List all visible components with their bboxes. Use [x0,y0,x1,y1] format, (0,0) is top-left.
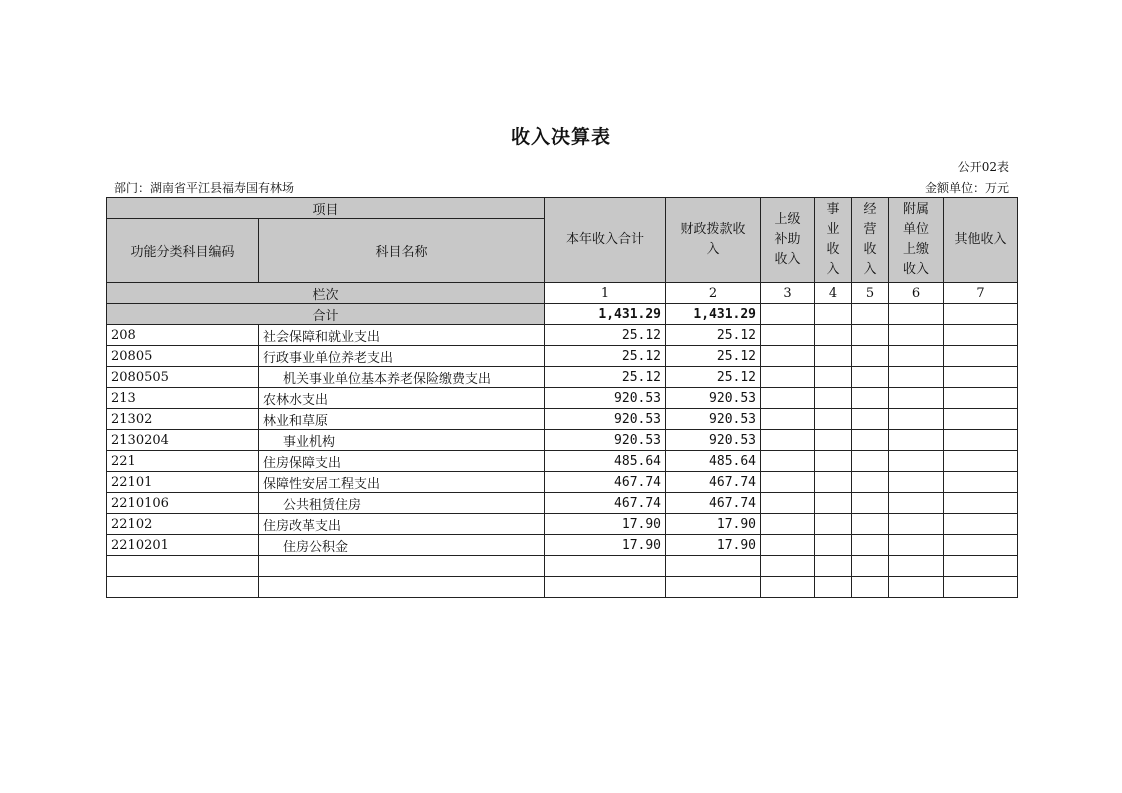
header-name: 科目名称 [259,219,545,283]
empty-cell [666,577,761,598]
column-index: 2 [666,283,761,304]
row-code: 2210201 [107,535,259,556]
empty-cell [889,577,944,598]
empty-cell [944,346,1018,367]
income-table [106,197,1018,598]
empty-cell [761,367,815,388]
row-fiscal: 467.74 [666,472,761,493]
empty-cell [815,556,852,577]
header-superior: 上级补助收入 [761,198,815,283]
row-name: 住房公积金 [259,535,545,556]
table-row [107,409,1018,430]
row-code: 221 [107,451,259,472]
row-total: 485.64 [545,451,666,472]
row-name: 农林水支出 [259,388,545,409]
header-other: 其他收入 [944,198,1018,283]
empty-cell [889,409,944,430]
row-name: 机关事业单位基本养老保险缴费支出 [259,367,545,388]
row-total: 17.90 [545,514,666,535]
column-index: 7 [944,283,1018,304]
table-row [107,346,1018,367]
empty-cell [889,472,944,493]
row-name: 事业机构 [259,430,545,451]
empty-cell [944,325,1018,346]
empty-cell [761,577,815,598]
row-fiscal: 25.12 [666,346,761,367]
empty-cell [761,388,815,409]
row-total: 17.90 [545,535,666,556]
empty-cell [815,325,852,346]
row-fiscal: 17.90 [666,535,761,556]
row-code: 2130204 [107,430,259,451]
row-total: 25.12 [545,367,666,388]
header-operating: 经营收入 [852,198,889,283]
empty-cell [944,514,1018,535]
page-title: 收入决算表 [510,126,611,148]
row-fiscal: 467.74 [666,493,761,514]
empty-cell [761,346,815,367]
empty-cell [259,556,545,577]
column-index: 4 [815,283,852,304]
row-fiscal: 25.12 [666,325,761,346]
table-row [107,367,1018,388]
column-index: 3 [761,283,815,304]
unit-label: 金额单位：万元 [924,181,1009,195]
empty-cell [889,367,944,388]
row-code: 22101 [107,472,259,493]
empty-cell [852,451,889,472]
row-total: 25.12 [545,325,666,346]
row-code: 2210106 [107,493,259,514]
empty-cell [889,388,944,409]
empty-cell [944,556,1018,577]
empty-cell [852,325,889,346]
empty-cell [889,493,944,514]
column-index-label: 栏次 [107,283,545,304]
empty-cell [761,514,815,535]
blank-row [107,556,1018,577]
row-name: 公共租赁住房 [259,493,545,514]
empty-cell [852,493,889,514]
header-code: 功能分类科目编码 [107,219,259,283]
row-total: 920.53 [545,388,666,409]
empty-cell [944,430,1018,451]
header-business: 事业收入 [815,198,852,283]
row-fiscal: 920.53 [666,388,761,409]
empty-cell [852,577,889,598]
row-total: 25.12 [545,346,666,367]
empty-cell [761,430,815,451]
empty-cell [815,493,852,514]
empty-cell [815,451,852,472]
total-fiscal: 1,431.29 [666,304,761,325]
row-name: 保障性安居工程支出 [259,472,545,493]
table-row [107,493,1018,514]
empty-cell [944,493,1018,514]
header-fiscal: 财政拨款收入 [666,198,761,283]
table-row [107,535,1018,556]
empty-cell [761,409,815,430]
empty-cell [889,451,944,472]
empty-cell [944,472,1018,493]
empty-cell [815,367,852,388]
empty-cell [852,346,889,367]
empty-cell [944,577,1018,598]
empty-cell [889,556,944,577]
empty-cell [761,556,815,577]
column-index: 6 [889,283,944,304]
empty-cell [259,577,545,598]
empty-cell [852,430,889,451]
row-name: 住房改革支出 [259,514,545,535]
row-total: 920.53 [545,430,666,451]
table-row [107,514,1018,535]
form-number: 公开02表 [957,160,1009,174]
row-total: 920.53 [545,409,666,430]
empty-cell [852,472,889,493]
row-code: 22102 [107,514,259,535]
header-project: 项目 [107,198,545,219]
row-fiscal: 920.53 [666,430,761,451]
empty-cell [889,535,944,556]
table-row [107,325,1018,346]
empty-cell [761,472,815,493]
total-amount: 1,431.29 [545,304,666,325]
table-row [107,472,1018,493]
blank-row [107,577,1018,598]
row-code: 21302 [107,409,259,430]
empty-cell [761,451,815,472]
department-label: 部门：湖南省平江县福寿国有林场 [114,181,295,195]
empty-cell [889,514,944,535]
row-code: 208 [107,325,259,346]
empty-cell [761,535,815,556]
empty-cell [889,346,944,367]
empty-cell [815,514,852,535]
row-code: 20805 [107,346,259,367]
empty-cell [852,388,889,409]
empty-cell [815,388,852,409]
empty-cell [815,472,852,493]
empty-cell [944,409,1018,430]
header-total: 本年收入合计 [545,198,666,283]
table-row [107,451,1018,472]
row-name: 住房保障支出 [259,451,545,472]
empty-cell [944,535,1018,556]
empty-cell [889,325,944,346]
empty-cell [761,325,815,346]
row-name: 林业和草原 [259,409,545,430]
empty-cell [761,493,815,514]
row-code: 2080505 [107,367,259,388]
empty-cell [815,409,852,430]
empty-cell [545,556,666,577]
total-row-label: 合计 [107,304,545,325]
empty-cell [852,535,889,556]
table-row [107,388,1018,409]
empty-cell [107,577,259,598]
empty-cell [815,577,852,598]
empty-cell [107,556,259,577]
row-name: 社会保障和就业支出 [259,325,545,346]
empty-cell [815,430,852,451]
row-fiscal: 920.53 [666,409,761,430]
empty-cell [852,556,889,577]
table-row [107,430,1018,451]
header-affiliated: 附属单位上缴收入 [889,198,944,283]
empty-cell [852,409,889,430]
row-name: 行政事业单位养老支出 [259,346,545,367]
row-total: 467.74 [545,472,666,493]
column-index: 5 [852,283,889,304]
empty-cell [545,577,666,598]
empty-cell [889,430,944,451]
row-code: 213 [107,388,259,409]
empty-cell [815,535,852,556]
empty-cell [944,367,1018,388]
row-fiscal: 25.12 [666,367,761,388]
row-fiscal: 485.64 [666,451,761,472]
empty-cell [852,514,889,535]
row-total: 467.74 [545,493,666,514]
empty-cell [852,367,889,388]
row-fiscal: 17.90 [666,514,761,535]
empty-cell [815,346,852,367]
empty-cell [944,388,1018,409]
column-index: 1 [545,283,666,304]
empty-cell [666,556,761,577]
empty-cell [944,451,1018,472]
